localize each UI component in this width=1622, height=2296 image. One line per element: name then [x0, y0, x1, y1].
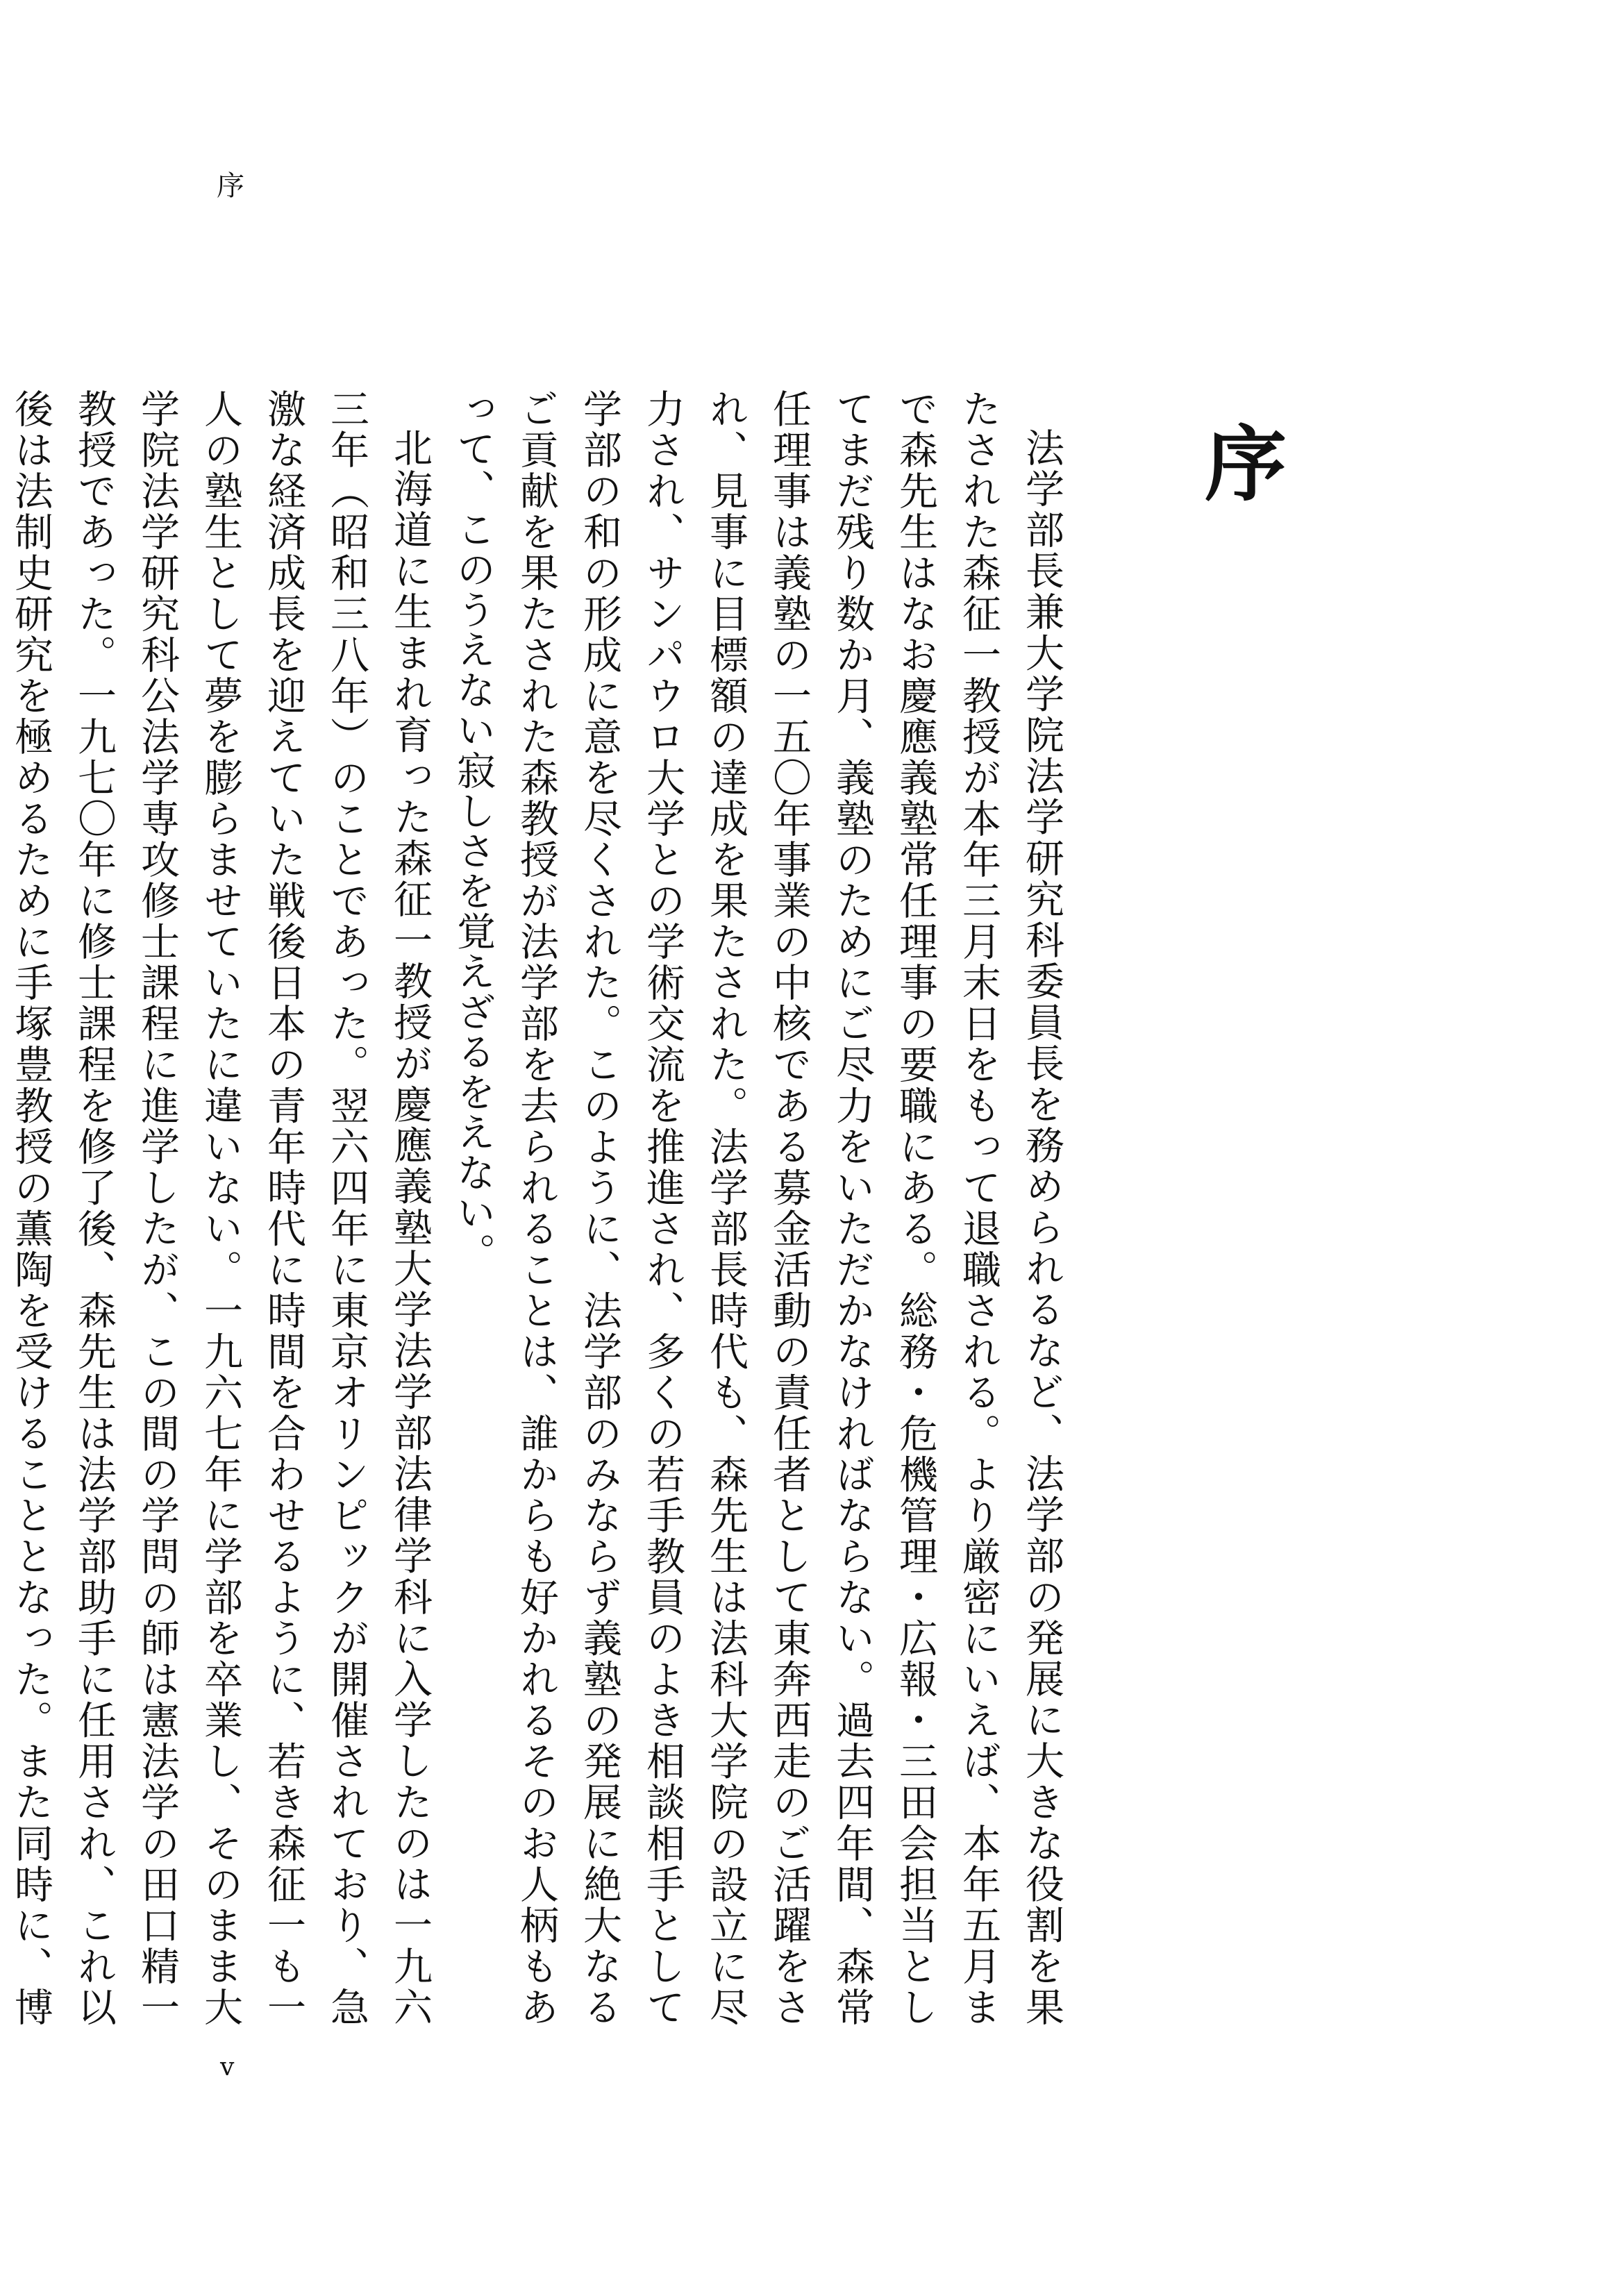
page-number: v — [220, 2053, 235, 2081]
chapter-title: 序 — [1205, 416, 1287, 512]
body-text — [8, 389, 1073, 2027]
paragraph-1: 法学部長兼大学院法学研究科委員長を務められるなど、法学部の発展に大きな役割を果たされた森征一教授が本年三月末日をもって退職される。より厳密にいえば、本年五月まで森先生はなお慶應義塾常任理事の要職にある。総務・危機管理・広報・三田会担当としてまだ残り数か月、義塾のためにご尽力をいただかなければならない。過去四年間、森常任理事は義塾の一五〇年事業の中核である募金活動の責任者として東奔西走のご活躍をされ、見事に目標額の達成を果たされた。法学部長時代も、森先生は法科大学院の設立に尽力され、サンパウロ大学との学術交流を推進され、多くの若手教員のよき相談相手として学部の和の形成に意を尽くされた。このように、法学部のみならず義塾の発展に絶大なるご貢献を果たされた森教授が法学部を去られることは、誰からも好かれるそのお人柄もあって、このうえない寂しさを覚えざるをえない。 — [451, 389, 1064, 2027]
running-head: 序 — [217, 170, 244, 202]
paragraph-2: 北海道に生まれ育った森征一教授が慶應義塾大学法学部法律学科に入学したのは一九六三年（昭和三八年）のことであった。翌六四年に東京オリンピックが開催されており、急激な経済成長を迎えていた戦後日本の青年時代に時間を合わせるように、若き森征一も一人の塾生として夢を膨らませていたに違いない。一九六七年に学部を卒業し、そのまま大学院法学研究科公法学専攻修士課程に進学したが、この間の学問の師は憲法学の田口精一教授であった。一九七〇年に修士課程を修了後、森先生は法学部助手に任用され、これ以後は法制史研究を極めるために手塚豊教授の薫陶を受けることとなった。また同時に、博 — [8, 389, 433, 2027]
